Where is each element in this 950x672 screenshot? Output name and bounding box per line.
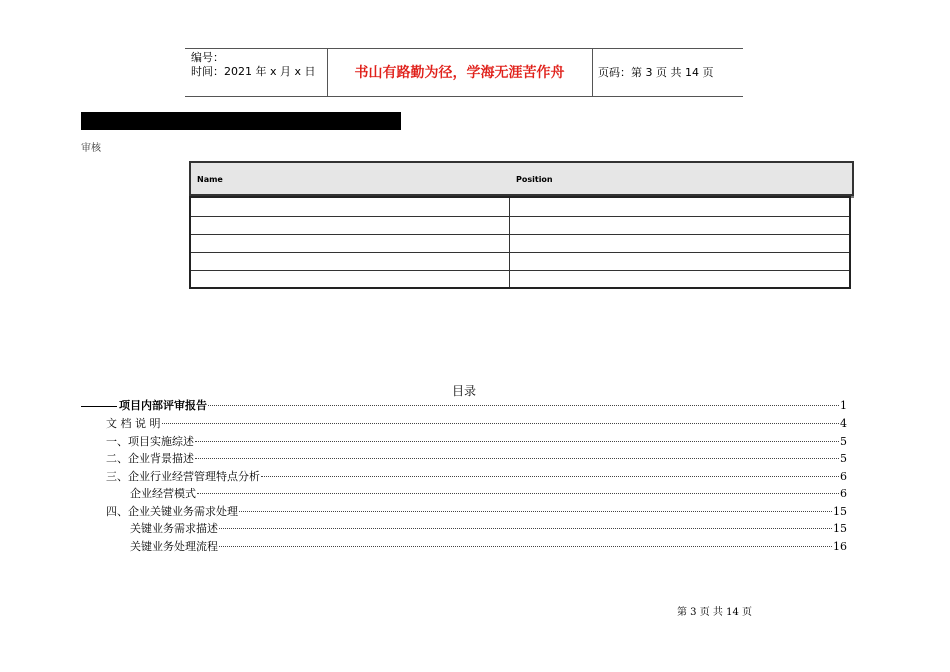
toc-leader: [195, 458, 839, 459]
table-body: [189, 196, 851, 289]
table-cell: [191, 234, 510, 252]
toc-page-number: 5: [840, 435, 847, 448]
toc-page-number: 6: [840, 487, 847, 500]
table-row: [191, 216, 849, 235]
toc-leader: [261, 476, 839, 477]
toc-entry-text: 项目内部评审报告: [119, 399, 207, 412]
column-position-header: Position: [516, 175, 553, 184]
toc-leader: [219, 546, 832, 547]
toc-leader: [195, 441, 839, 442]
toc-page-number: 5: [840, 452, 847, 465]
header-time: 时间：2021 年 x 月 x 日: [191, 65, 316, 78]
header-divider-2: [592, 48, 593, 96]
toc-entry[interactable]: [81, 486, 847, 502]
toc-entry-text: 三、企业行业经营管理特点分析: [106, 470, 260, 483]
toc-underline: [81, 406, 117, 407]
toc-entry[interactable]: [81, 539, 847, 555]
toc-title: 目录: [452, 384, 477, 398]
table-cell: [191, 252, 510, 270]
header-motto: 书山有路勤为径，学海无涯苦作舟: [354, 65, 565, 81]
toc-entry-text: 企业经营模式: [130, 487, 196, 500]
table-header: [189, 161, 854, 196]
toc-leader: [208, 405, 839, 406]
table-cell: [191, 198, 510, 216]
toc-entry[interactable]: [81, 451, 847, 467]
toc-entry-text: 关键业务需求描述: [130, 522, 218, 535]
redacted-bar: [81, 112, 401, 130]
toc-entry[interactable]: [81, 434, 847, 450]
header-page-info: 页码：第 3 页 共 14 页: [598, 66, 714, 79]
toc-page-number: 4: [840, 417, 847, 430]
table-row: [191, 270, 849, 287]
table-row: [191, 234, 849, 253]
toc-entry-text: 二、企业背景描述: [106, 452, 194, 465]
toc-entry[interactable]: [81, 521, 847, 537]
header-bottom-rule: [185, 96, 743, 97]
toc-entry-text: 文 档 说 明: [106, 417, 161, 430]
table-cell: [191, 270, 510, 287]
toc-entry[interactable]: [81, 469, 847, 485]
toc-entry[interactable]: [81, 504, 847, 520]
toc-page-number: 15: [833, 505, 847, 518]
toc-page-number: 16: [833, 540, 847, 553]
toc-page-number: 6: [840, 470, 847, 483]
table-row: [191, 198, 849, 217]
header-number: 编号：: [191, 51, 224, 64]
toc-leader: [197, 493, 839, 494]
toc-entry[interactable]: [81, 398, 847, 414]
review-label: 审核: [81, 143, 101, 154]
toc-entry-text: 一、项目实施综述: [106, 435, 194, 448]
toc-page-number: 1: [840, 399, 847, 412]
toc-leader: [162, 423, 840, 424]
toc-entry-text: 四、企业关键业务需求处理: [106, 505, 238, 518]
table-row: [191, 252, 849, 271]
toc-page-number: 15: [833, 522, 847, 535]
page-footer: 第 3 页 共 14 页: [677, 607, 752, 618]
column-name-header: Name: [197, 175, 223, 184]
toc-entry[interactable]: [81, 416, 847, 432]
toc-leader: [219, 528, 832, 529]
toc-entry-text: 关键业务处理流程: [130, 540, 218, 553]
toc-leader: [239, 511, 832, 512]
table-cell: [191, 216, 510, 234]
